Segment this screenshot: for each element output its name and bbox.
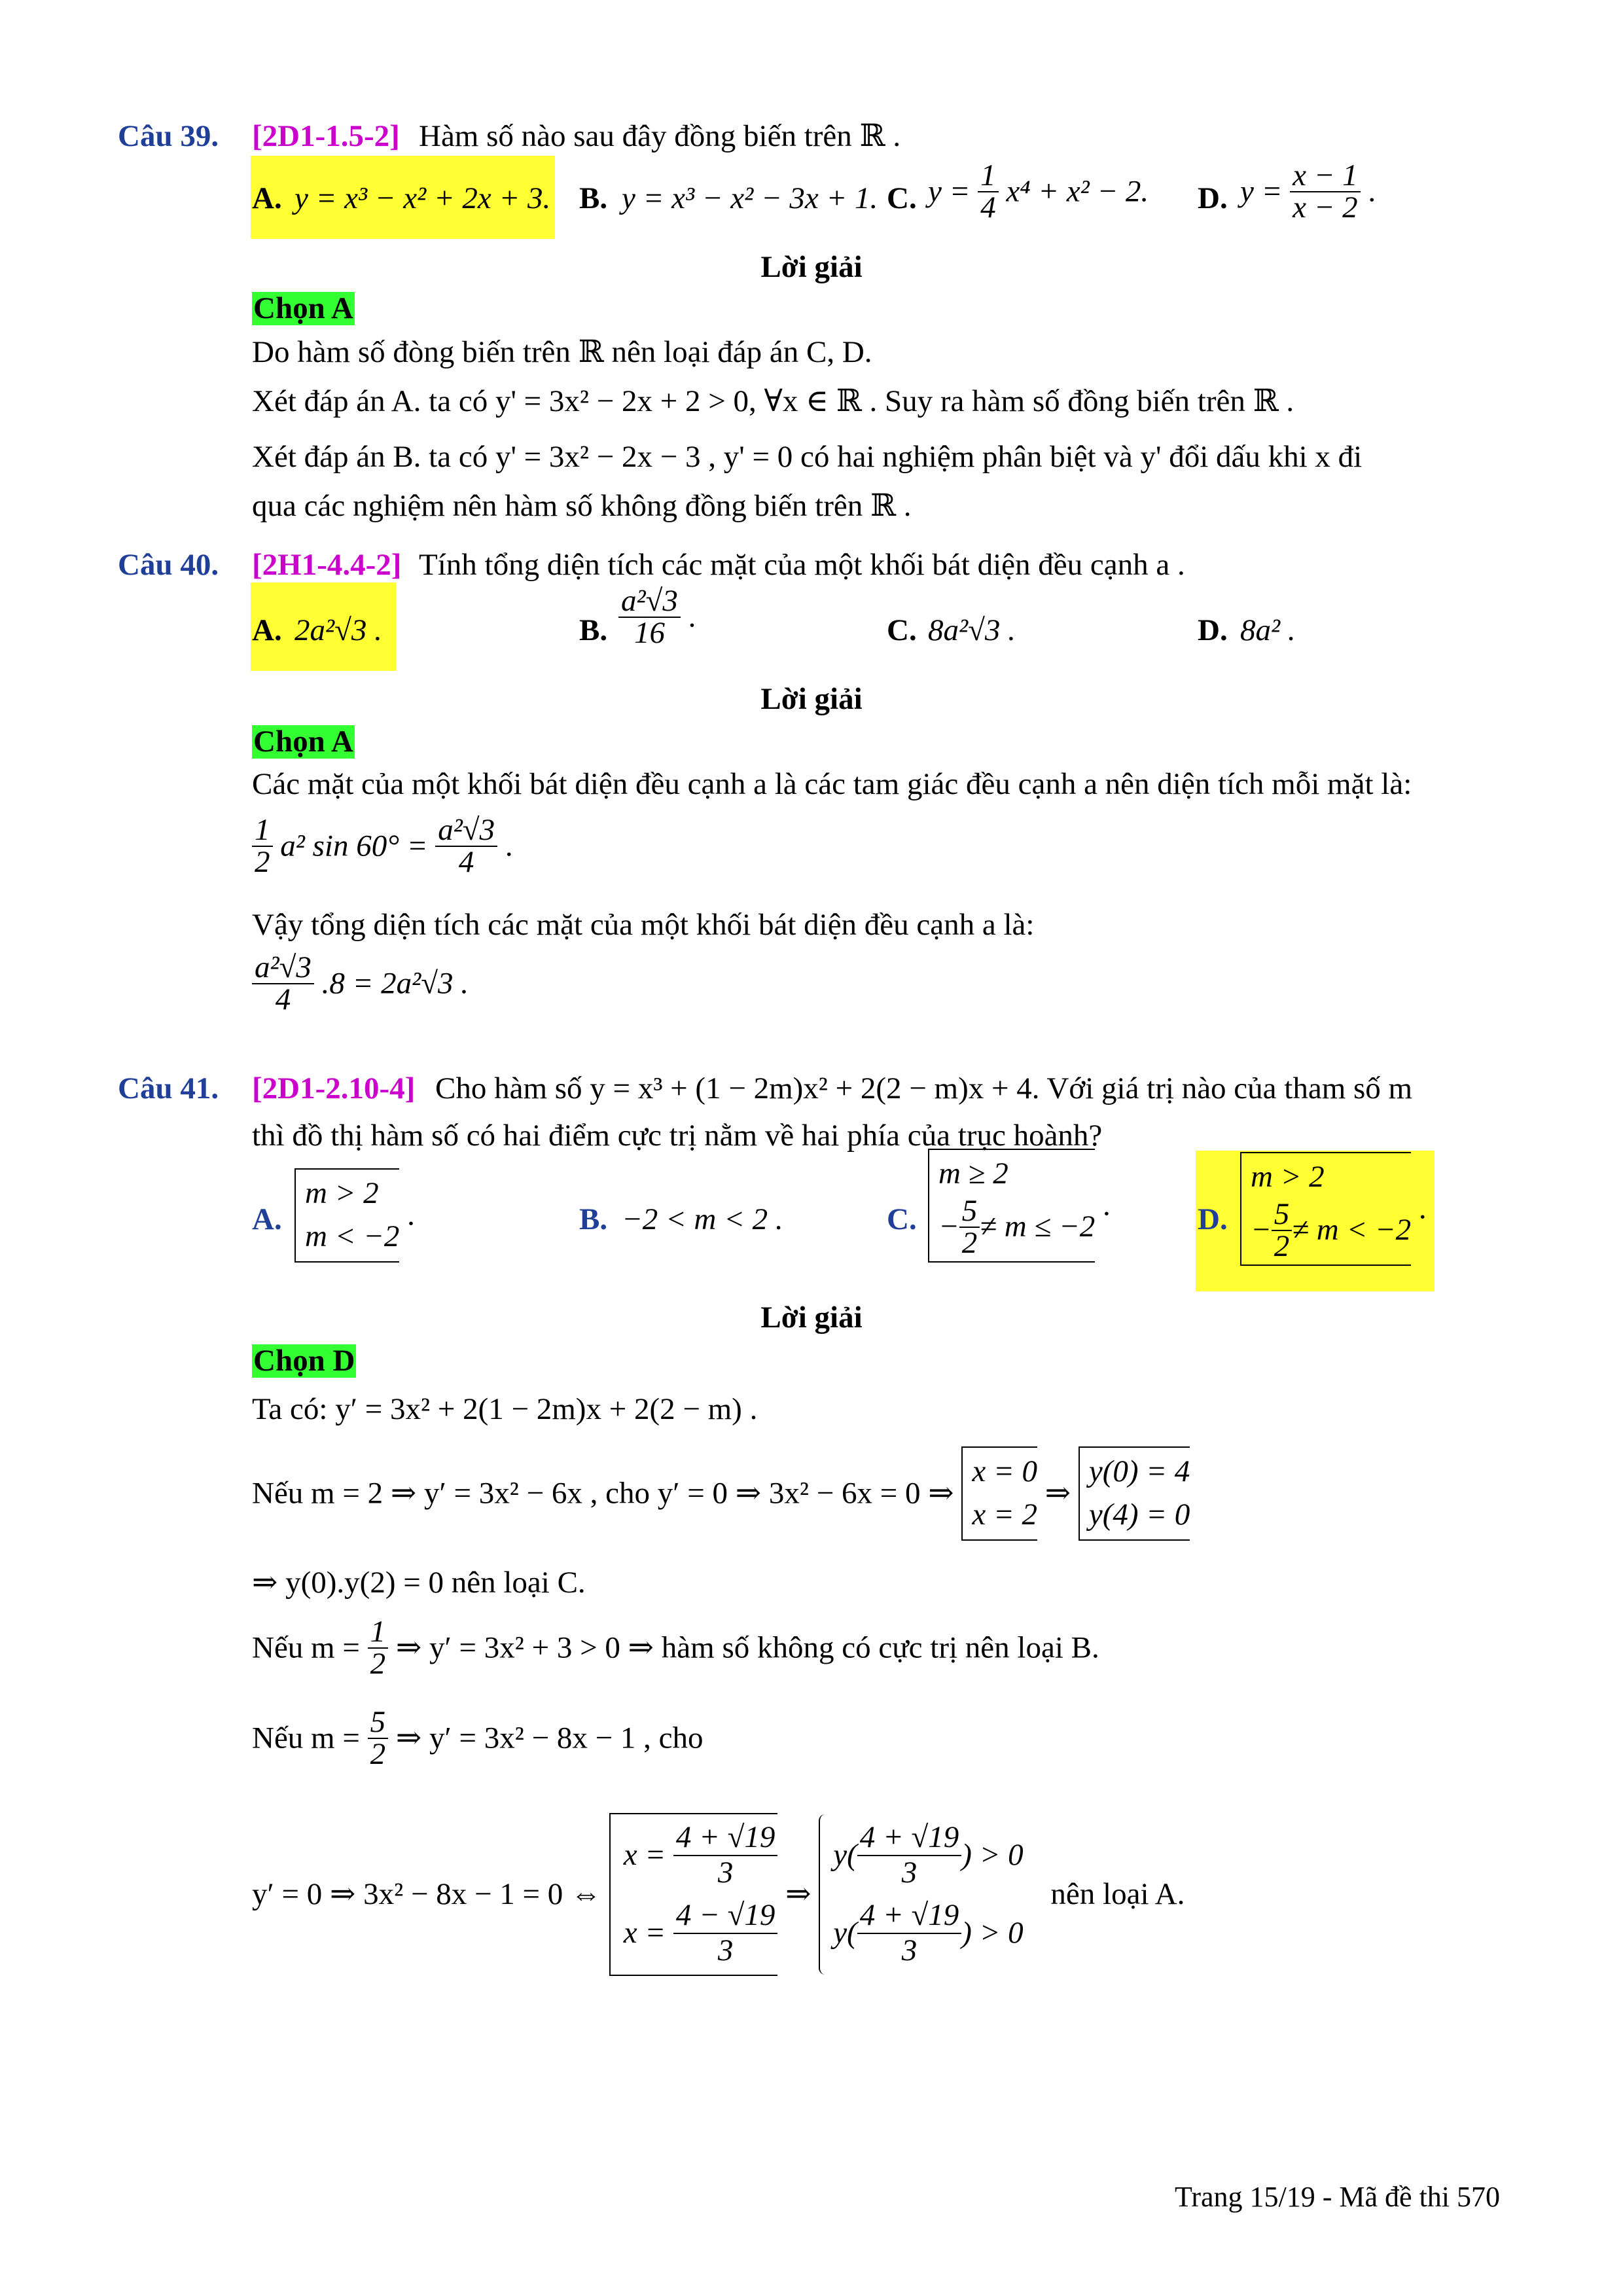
q40-optB: $\frac{\text{a²√3}}{16}$ . <box>618 586 696 649</box>
q41-line3: ⇒ y(0).y(2) = 0 nên loại C. <box>252 1566 586 1600</box>
q41-optB: −2 < m < 2 . <box>622 1202 783 1236</box>
q41-optA-label: A. <box>252 1202 282 1236</box>
q40-optA: 2a²√3 . <box>294 613 382 647</box>
q40-formula1: $\frac{1}{2}$ a² sin 60° = $\frac{\text{a²√3}}{4}$ . <box>252 815 513 878</box>
q40-optB-label: B. <box>579 613 608 647</box>
q39-line3: Xét đáp án B. ta có y' = 3x² − 2x − 3 , y' = 0 có hai nghiệm phân biệt và y' đổi dấu khi x đi <box>252 440 1363 474</box>
q41-solution-heading: Lời giải <box>760 1300 863 1335</box>
q39-optA-label: A. <box>252 181 282 215</box>
q41-line5: Nếu m = $\frac{5}{2}$ ⇒ y′ = 3x² − 8x − 1 , cho <box>252 1705 704 1771</box>
q41-line1: Ta có: y′ = 3x² + 2(1 − 2m)x + 2(2 − m) . <box>252 1392 758 1426</box>
q39-solution-heading: Lời giải <box>760 250 863 284</box>
q41-choice: Chọn D <box>253 1344 355 1378</box>
q39-optB-label: B. <box>579 181 608 215</box>
q41-optC: m ≥ 2 − $\frac{5}{2}$ ≠ m ≤ −2 . <box>928 1149 1111 1263</box>
q40-choice: Chọn A <box>253 725 353 759</box>
q40-optD: 8a² . <box>1240 613 1296 647</box>
q39-optD: y = $\frac{x - 1}{x - 2}$ . <box>1240 158 1376 224</box>
q39-line4: qua các nghiệm nên hàm số không đồng biến trên ℝ . <box>252 489 912 523</box>
q41-optB-label: B. <box>579 1202 608 1236</box>
q40-optD-label: D. <box>1198 613 1228 647</box>
q41-optD-label: D. <box>1198 1202 1228 1236</box>
q41-optA: m > 2 m < −2 . <box>294 1168 415 1263</box>
q39-tag: [2D1-1.5-2] <box>252 119 400 153</box>
q41-line4: Nếu m = $\frac{1}{2}$ ⇒ y′ = 3x² + 3 > 0 ⇒ hàm số không có cực trị nên loại B. <box>252 1615 1099 1681</box>
q41-label: Câu 41. <box>118 1071 219 1105</box>
q39-line2: Xét đáp án A. ta có y' = 3x² − 2x + 2 > 0, ∀x ∈ ℝ . Suy ra hàm số đồng biến trên ℝ . <box>252 384 1294 418</box>
q41-text1: Cho hàm số y = x³ + (1 − 2m)x² + 2(2 − m)x + 4. Với giá trị nào của tham số m <box>435 1071 1413 1105</box>
q41-text2: thì đồ thị hàm số có hai điểm cực trị nằm về hai phía của trục hoành? <box>252 1119 1103 1153</box>
q40-optC-label: C. <box>887 613 917 647</box>
q39-text: Hàm số nào sau đây đồng biến trên ℝ . <box>419 119 901 153</box>
q40-text: Tính tổng diện tích các mặt của một khối bát diện đều cạnh a . <box>419 548 1185 582</box>
q39-optA: y = x³ − x² + 2x + 3. <box>294 181 551 215</box>
q41-line2: Nếu m = 2 ⇒ y′ = 3x² − 6x , cho y′ = 0 ⇒ 3x² − 6x = 0 ⇒ x = 0 x = 2 ⇒ y(0) = 4 y(4) = 0 <box>252 1446 1190 1541</box>
q41-optD: m > 2 − $\frac{5}{2}$ ≠ m < −2 . <box>1240 1152 1427 1266</box>
q40-optC: 8a²√3 . <box>928 613 1016 647</box>
q40-label: Câu 40. <box>118 548 219 582</box>
q41-optC-label: C. <box>887 1202 917 1236</box>
page-footer: Trang 15/19 - Mã đề thi 570 <box>1175 2181 1501 2213</box>
q40-line1: Các mặt của một khối bát diện đều cạnh a là các tam giác đều cạnh a nên diện tích mỗi mặt là: <box>252 767 1412 801</box>
q39-label: Câu 39. <box>118 119 219 153</box>
q39-optD-label: D. <box>1198 181 1228 215</box>
q39-optC-label: C. <box>887 181 917 215</box>
q41-tag: [2D1-2.10-4] <box>252 1071 416 1105</box>
q40-optA-label: A. <box>252 613 282 647</box>
q39-line1: Do hàm số đòng biến trên ℝ nên loại đáp án C, D. <box>252 335 872 369</box>
q40-line2: Vậy tổng diện tích các mặt của một khối bát diện đều cạnh a là: <box>252 908 1035 942</box>
q39-optB: y = x³ − x² − 3x + 1. <box>622 181 878 215</box>
q40-solution-heading: Lời giải <box>760 682 863 716</box>
q39-optC: y = $\frac{1}{4}$ x⁴ + x² − 2. <box>928 158 1149 224</box>
q40-formula2: $\frac{\text{a²√3}}{4}$ .8 = 2a²√3 . <box>252 952 469 1015</box>
q40-tag: [2H1-4.4-2] <box>252 548 402 582</box>
q39-choice: Chọn A <box>253 291 353 325</box>
q41-line6: y′ = 0 ⇒ 3x² − 8x − 1 = 0 ⇔ x = $\frac{4 + √19}{3}$ x = $\frac{4 - √19}{3}$ ⇒ y( $\frac{4 + √19}{3}$ ) > 0 y( $\frac{4 + √19}{3}$ ) > 0 nên loại A. <box>252 1813 1185 1976</box>
